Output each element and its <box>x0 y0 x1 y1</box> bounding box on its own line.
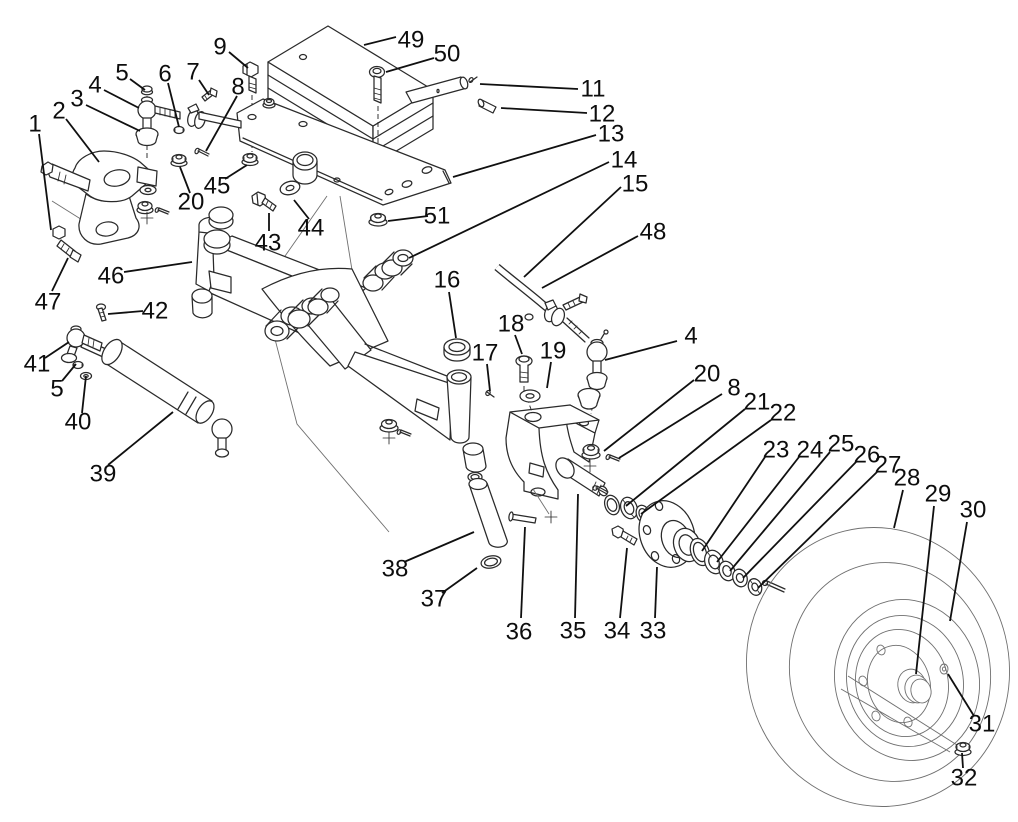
callout-label-15-13: 15 <box>621 170 649 198</box>
callout-leader-16-14 <box>449 292 456 338</box>
callout-label-21-20: 21 <box>743 388 771 416</box>
callout-leader-1-0 <box>39 134 51 230</box>
callout-label-29-28: 29 <box>924 480 952 508</box>
callout-leader-17-15 <box>487 364 490 391</box>
callout-label-4-51: 4 <box>684 322 698 350</box>
callout-label-46-45: 46 <box>97 262 125 290</box>
callout-leader-13-11 <box>453 135 596 177</box>
steering-cylinder-39 <box>81 336 232 457</box>
callout-leader-51-50 <box>388 216 428 221</box>
callout-leader-5-4 <box>130 79 145 90</box>
callout-label-47-46: 47 <box>34 288 62 316</box>
callout-label-51-50: 51 <box>423 202 451 230</box>
callout-label-9-8: 9 <box>213 33 227 61</box>
tie-rod-end-41 <box>62 326 103 363</box>
callout-label-48-47: 48 <box>639 218 667 246</box>
bolt-43 <box>252 192 276 211</box>
callout-label-42-41: 42 <box>141 297 169 325</box>
washer-19 <box>520 390 540 402</box>
callout-label-34-33: 34 <box>603 617 631 645</box>
callout-leader-4-3 <box>104 90 139 108</box>
callout-leader-4-51 <box>605 341 677 360</box>
callout-leader-26-25 <box>743 462 856 578</box>
callout-label-35-34: 35 <box>559 617 587 645</box>
callout-label-36-35: 36 <box>505 618 533 646</box>
callout-label-40-39: 40 <box>64 408 92 436</box>
callout-leader-42-41 <box>108 311 143 314</box>
flange-nut-45 <box>242 154 258 166</box>
callout-label-20-18: 20 <box>177 188 205 216</box>
callout-leader-29-28 <box>916 506 934 674</box>
flange-nut-51 <box>369 214 387 227</box>
callout-leader-22-21 <box>641 420 771 514</box>
callout-label-8-7: 8 <box>231 73 245 101</box>
callout-leader-15-13 <box>524 187 621 277</box>
bolt-42 <box>97 304 107 321</box>
callout-leader-40-39 <box>82 376 86 413</box>
callout-label-25-24: 25 <box>827 430 855 458</box>
callout-label-19-17: 19 <box>539 337 567 365</box>
callout-label-11-9: 11 <box>580 75 606 103</box>
roll-pin-36 <box>508 512 536 523</box>
valve-stem-hole-31 <box>940 664 948 674</box>
bolt-18 <box>516 356 532 412</box>
callout-leader-12-10 <box>501 108 587 113</box>
callout-label-24-23: 24 <box>796 436 824 464</box>
callout-label-44-43: 44 <box>297 214 325 242</box>
callout-label-18-16: 18 <box>497 310 525 338</box>
bushing-sleeve-38 <box>469 479 507 548</box>
callout-label-14-12: 14 <box>610 146 638 174</box>
callout-leader-3-2 <box>86 105 140 131</box>
callout-label-3-2: 3 <box>70 85 84 113</box>
clamp-48 <box>542 294 589 342</box>
callout-leader-30-29 <box>950 522 967 621</box>
callout-leader-33-32 <box>655 567 657 618</box>
callout-label-4-3: 4 <box>88 71 102 99</box>
callout-label-7-6: 7 <box>186 58 200 86</box>
plate-bushing <box>293 152 317 184</box>
callout-leader-47-46 <box>52 258 68 291</box>
callout-label-26-25: 26 <box>853 441 881 469</box>
flange-nut-20-right <box>582 445 600 473</box>
callout-label-30-29: 30 <box>959 496 987 524</box>
callout-leader-39-38 <box>108 412 173 465</box>
callout-leader-38-37 <box>404 532 474 562</box>
callout-label-45-44: 45 <box>203 172 231 200</box>
callout-leader-6-5 <box>168 83 179 127</box>
callout-label-16-14: 16 <box>433 266 461 294</box>
callout-label-12-10: 12 <box>588 100 616 128</box>
callout-leader-23-22 <box>702 457 765 551</box>
callout-leader-7-6 <box>199 80 209 95</box>
flange-nut-20-left <box>171 155 187 167</box>
callout-label-50-49: 50 <box>433 40 461 68</box>
callout-label-13-11: 13 <box>597 120 625 148</box>
callout-label-22-21: 22 <box>769 399 797 427</box>
callout-leader-11-9 <box>480 84 578 89</box>
callout-label-41-40: 41 <box>23 350 51 378</box>
callout-label-2-1: 2 <box>52 97 66 125</box>
callout-leader-21-20 <box>626 409 745 506</box>
callout-label-5-52: 5 <box>50 375 64 403</box>
spindle-bushing-16 <box>444 339 470 361</box>
callout-label-37-36: 37 <box>420 585 448 613</box>
callout-leader-34-33 <box>620 548 627 618</box>
callout-leader-18-16 <box>515 335 522 354</box>
callout-leader-28-27 <box>894 490 903 528</box>
dust-cap <box>578 389 600 410</box>
callout-label-17-15: 17 <box>471 339 499 367</box>
callout-label-6-5: 6 <box>158 60 172 88</box>
spindle-bracket-35 <box>506 405 609 523</box>
callout-label-1-0: 1 <box>28 110 42 138</box>
callout-leader-46-45 <box>124 262 192 272</box>
callout-leader-19-17 <box>547 362 551 388</box>
callout-label-20-19: 20 <box>693 360 721 388</box>
callout-label-8-53: 8 <box>727 374 741 402</box>
lug-nut-32 <box>955 743 971 756</box>
callout-label-38-37: 38 <box>381 555 409 583</box>
callout-leader-2-1 <box>66 119 99 162</box>
callout-label-49-48: 49 <box>397 26 425 54</box>
snap-ring-37 <box>480 554 502 570</box>
callout-leader-36-35 <box>521 527 525 618</box>
callout-leader-50-49 <box>386 58 434 72</box>
axle-weldment-46 <box>192 207 452 440</box>
callout-label-43-42: 43 <box>254 229 282 257</box>
clevis-pin-12 <box>477 98 496 113</box>
callout-leader-9-8 <box>229 52 248 68</box>
callout-label-33-32: 33 <box>639 617 667 645</box>
tie-rod-end-3-4 <box>136 86 180 158</box>
grease-screw-8-right <box>605 454 620 461</box>
nut-and-bolt-47 <box>53 226 81 262</box>
callout-leader-48-47 <box>542 236 638 288</box>
callout-leader-35-34 <box>575 494 578 618</box>
callout-leader-5-52 <box>62 364 76 381</box>
callout-leader-49-48 <box>364 37 396 45</box>
callout-label-28-27: 28 <box>893 464 921 492</box>
callout-label-39-38: 39 <box>89 460 117 488</box>
callout-label-27-26: 27 <box>874 451 902 479</box>
callout-label-23-22: 23 <box>762 436 790 464</box>
lug-bolt-34 <box>612 526 637 545</box>
diagram-artwork <box>41 26 1018 822</box>
kingpin-nut-hardware <box>137 202 169 225</box>
callout-label-31-30: 31 <box>968 710 996 738</box>
callout-label-5-4: 5 <box>115 59 129 87</box>
axle-kingpin-nut <box>380 420 411 445</box>
callout-leader-25-24 <box>730 452 830 571</box>
callout-label-32-31: 32 <box>950 764 978 792</box>
steering-bracket-2 <box>72 151 157 244</box>
callout-leader-27-26 <box>758 472 877 588</box>
spindle-tube <box>447 370 486 482</box>
